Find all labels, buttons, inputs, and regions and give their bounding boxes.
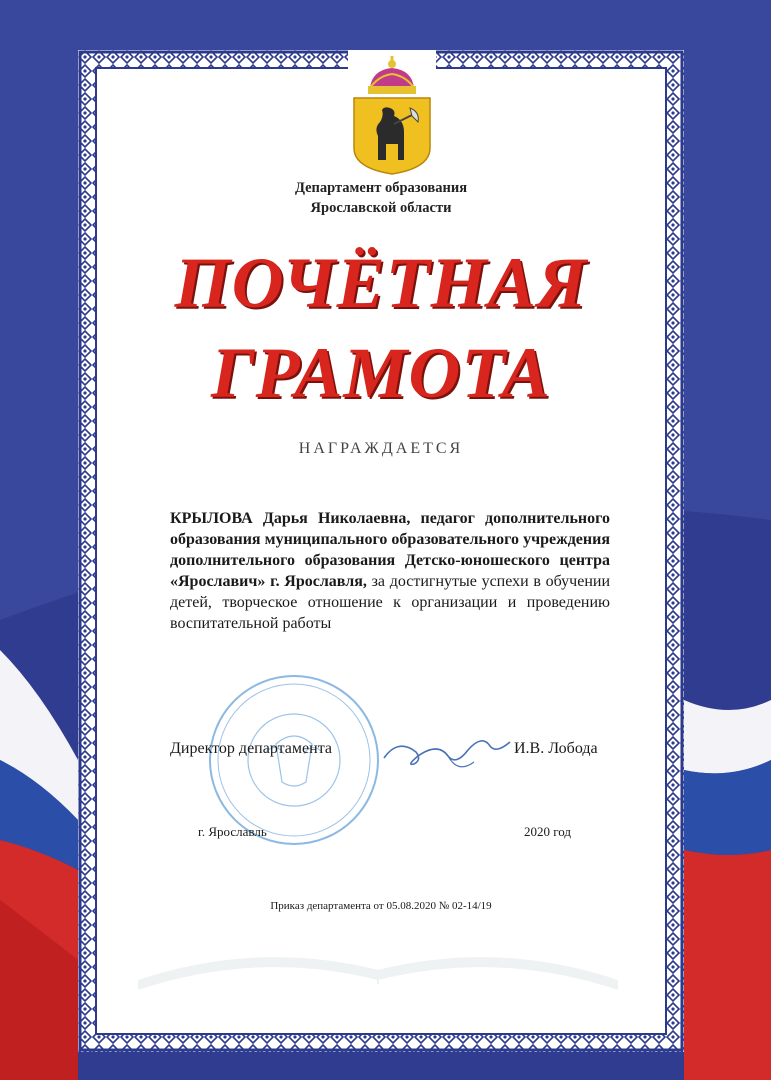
yaroslavl-coat-of-arms-icon xyxy=(348,50,436,200)
official-seal-icon xyxy=(206,672,382,848)
handwritten-signature-icon xyxy=(378,716,518,786)
signer-name: И.В. Лобода xyxy=(514,740,598,757)
award-reason: за достигнутые успехи в обучении детей, творческое отношение к организации и проведению воспитательной работы xyxy=(170,573,611,632)
awarded-label: НАГРАЖДАЕТСЯ xyxy=(298,440,464,457)
place: г. Ярославль xyxy=(198,824,267,839)
recipient-name-and-position: КРЫЛОВА Дарья Николаевна, педагог дополнительного образования муниципального образовательного учреждения дополнительного образования Детско-юношеского центра «Ярославич» г. Ярославля, xyxy=(170,510,610,590)
title-line-2: ГРАМОТА xyxy=(211,333,551,413)
year: 2020 год xyxy=(524,824,571,839)
order-reference: Приказ департамента от 05.08.2020 № 02-14/19 xyxy=(270,900,492,912)
recipient-text xyxy=(170,508,610,634)
department-line-2: Ярославской области xyxy=(310,200,452,216)
department-line-1: Департамент образования xyxy=(294,180,468,196)
certificate-page xyxy=(78,50,684,1052)
title-line-1: ПОЧЁТНАЯ xyxy=(174,243,588,323)
open-book-watermark xyxy=(118,880,638,1000)
signer-position: Директор департамента xyxy=(170,740,332,757)
